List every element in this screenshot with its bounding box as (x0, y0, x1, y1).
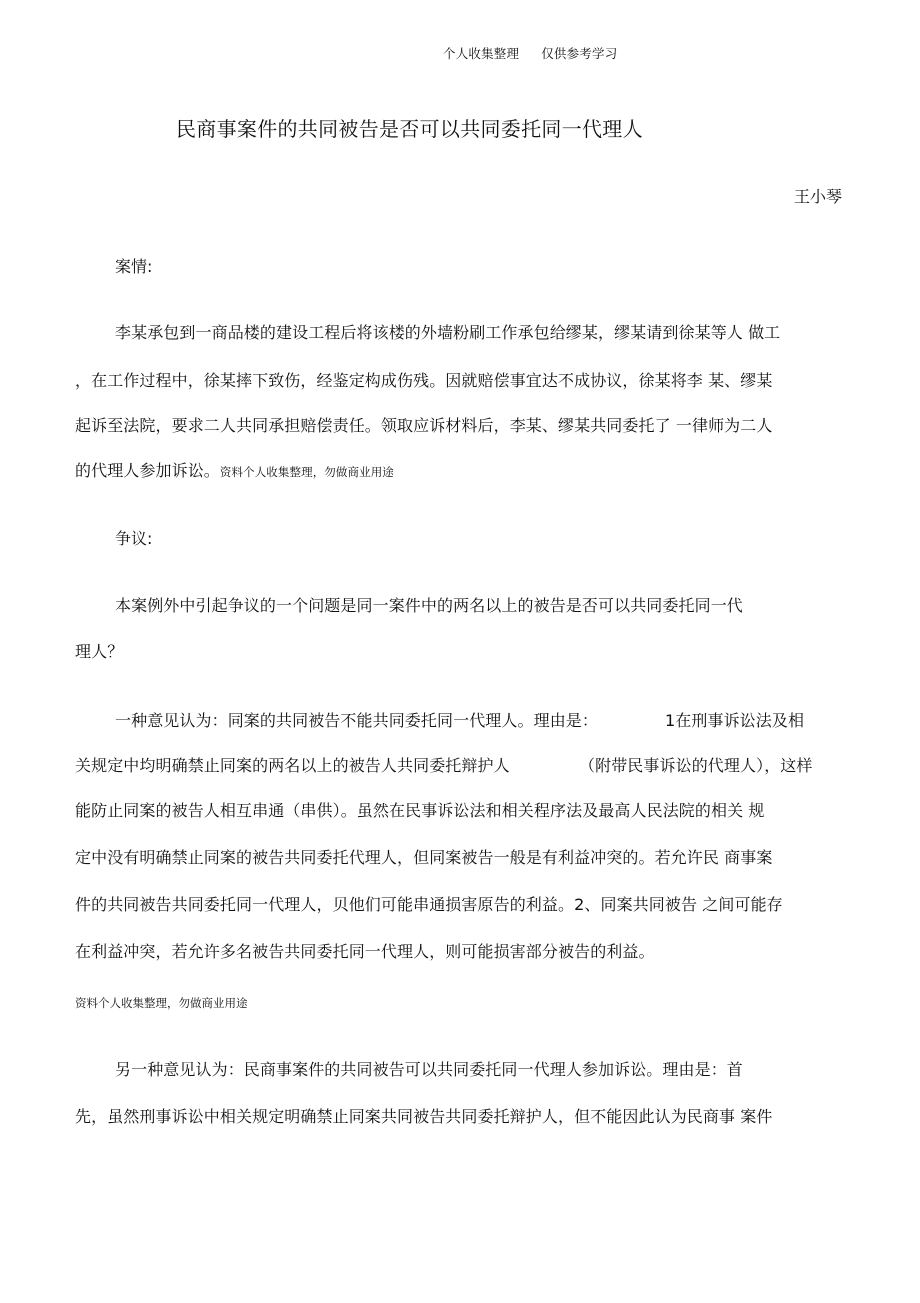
opinion1-line: 一种意见认为：同案的共同被告不能共同委托同一代理人。理由是： (115, 711, 599, 730)
opinion1-line: 能防止同案的被告人相互串通（串供）。虽然在民事诉讼法和相关程序法及最高人民法院的相关 规 (75, 801, 765, 820)
opinion1-line: 在利益冲突，若允许多名被告共同委托同一代理人，则可能损害部分被告的利益。 (75, 942, 655, 961)
page-header (443, 44, 617, 62)
author-name: 王小琴 (793, 187, 842, 206)
case-line: 起诉至法院，要求二人共同承担赔偿责任。领取应诉材料后，李某、缪某共同委托了 一律师为二人 (75, 416, 773, 435)
header-right-text: 仅供参考学习 (541, 46, 618, 61)
case-line: ，在工作过程中，徐某摔下致伤，经鉴定构成伤残。因就赔偿事宜达不成协议，徐某将李 某、缪某 (75, 371, 773, 390)
case-line-last (75, 458, 394, 481)
dispute-label: 争议: (115, 529, 153, 548)
opinion2-line: 另一种意见认为：民商事案件的共同被告可以共同委托同一代理人参加诉讼。理由是：首 (115, 1060, 743, 1079)
dispute-line: 本案例外中引起争议的一个问题是同一案件中的两名以上的被告是否可以共同委托同一代 (115, 596, 743, 615)
case-line: 李某承包到一商品楼的建设工程后将该楼的外墙粉刷工作承包给缪某，缪某请到徐某等人 做工 (115, 323, 781, 342)
case-label: 案情: (115, 257, 153, 276)
document-title: 民商事案件的共同被告是否可以共同委托同一代理人 (176, 117, 643, 141)
case-line-text: 的代理人参加诉讼。 (75, 461, 220, 480)
opinion1-line-right: 1在刑事诉讼法及相 (665, 711, 805, 730)
opinion1-line: 件的共同被告共同委托同一代理人，贝他们可能串通损害原告的利益。2、同案共同被告 之间可能存 (75, 895, 783, 914)
opinion1-line: 关规定中均明确禁止同案的两名以上的被告人共同委托辩护人 (75, 756, 510, 775)
header-left-text: 个人收集整理 (443, 46, 520, 61)
dispute-line: 理人？ (75, 642, 124, 661)
opinion1-line-right: （附带民事诉讼的代理人），这样 (579, 756, 813, 775)
block-note: 资料个人收集整理，勿做商业用途 (75, 996, 248, 1010)
opinion2-line: 先，虽然刑事诉讼中相关规定明确禁止同案共同被告共同委托辩护人，但不能因此认为民商事 案件 (75, 1107, 773, 1126)
opinion1-line: 定中没有明确禁止同案的被告共同委托代理人，但同案被告一般是有利益冲突的。若允许民 商事案 (75, 848, 773, 867)
inline-note: 资料个人收集整理，勿做商业用途 (219, 465, 394, 479)
